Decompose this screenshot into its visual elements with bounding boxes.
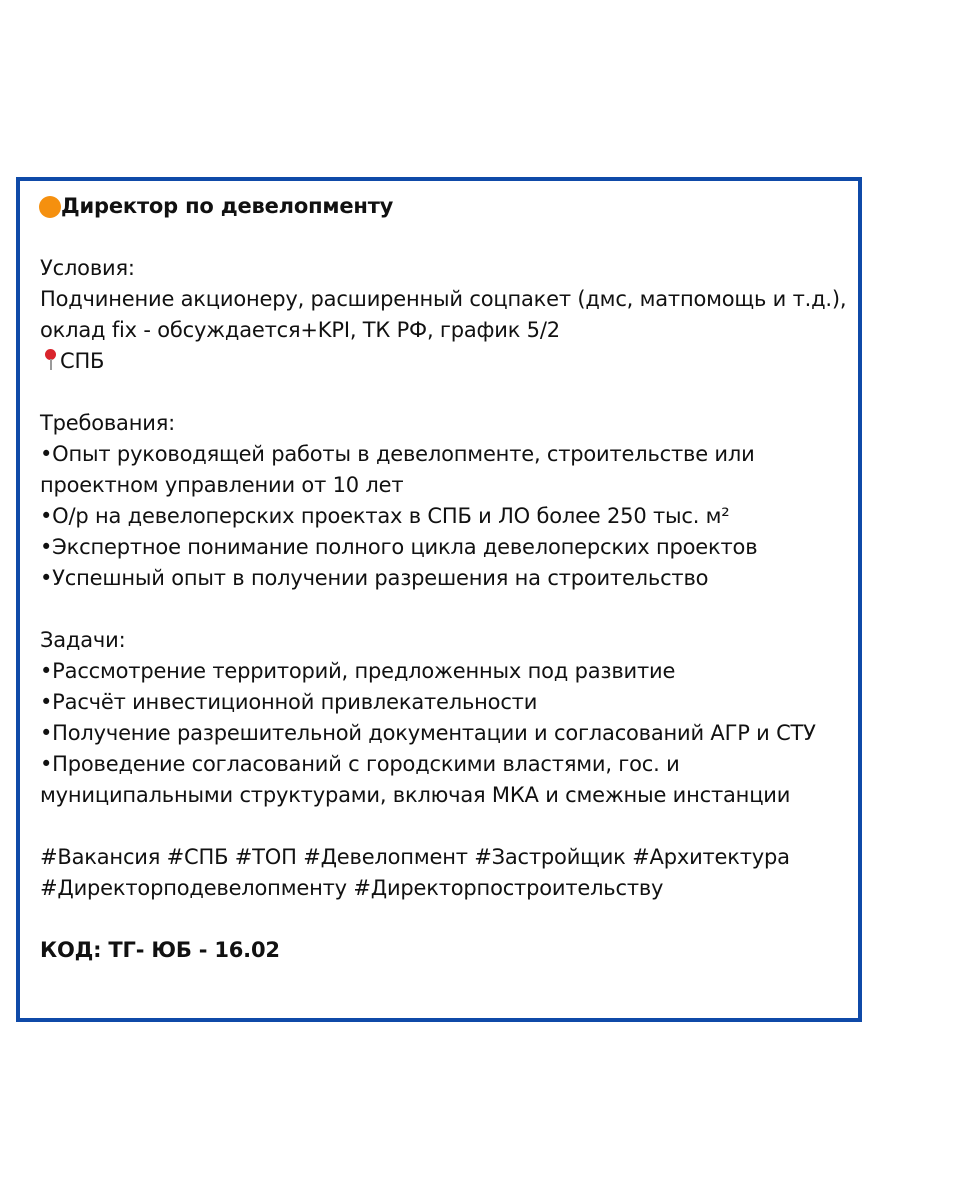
requirements-line: •Успешный опыт в получении разрешения на строительство — [40, 566, 709, 590]
spacer — [40, 377, 846, 408]
requirements-line: •Экспертное понимание полного цикла девелоперских проектов — [40, 535, 758, 559]
conditions-line: Подчинение акционеру, расширенный соцпакет (дмс, матпомощь и т.д.), — [40, 287, 847, 311]
requirements-line: •О/р на девелоперских проектах в СПБ и ЛО более 250 тыс. м² — [40, 504, 730, 528]
location-text: СПБ — [60, 349, 105, 373]
conditions-heading: Условия: — [40, 256, 135, 280]
vacancy-code: КОД: ТГ- ЮБ - 16.02 — [40, 938, 280, 962]
vacancy-content — [40, 191, 846, 966]
vacancy-title: Директор по девелопменту — [61, 194, 394, 218]
requirements-heading: Требования: — [40, 411, 176, 435]
tasks-heading: Задачи: — [40, 628, 126, 652]
tasks-line: •Получение разрешительной документации и согласований АГР и СТУ — [40, 721, 816, 745]
vacancy-title-row — [39, 191, 846, 222]
conditions-line: оклад fix - обсуждается+KPI, ТК РФ, график 5/2 — [40, 318, 560, 342]
location-row — [40, 346, 846, 377]
spacer — [40, 904, 846, 935]
orange-circle-icon — [39, 196, 61, 218]
hashtags-line: #Директорподевелопменту #Директорпостроительству — [40, 876, 664, 900]
spacer — [40, 222, 846, 253]
spacer — [40, 594, 846, 625]
requirements-line: •Опыт руководящей работы в девелопменте, строительстве или — [40, 442, 755, 466]
tasks-line: муниципальными структурами, включая МКА и смежные инстанции — [40, 783, 791, 807]
requirements-line: проектном управлении от 10 лет — [40, 473, 404, 497]
spacer — [40, 811, 846, 842]
tasks-line: •Расчёт инвестиционной привлекательности — [40, 690, 538, 714]
tasks-line: •Проведение согласований с городскими властями, гос. и — [40, 752, 680, 776]
vacancy-card — [16, 177, 862, 1022]
hashtags-line: #Вакансия #СПБ #ТОП #Девелопмент #Застройщик #Архитектура — [40, 845, 790, 869]
tasks-line: •Рассмотрение территорий, предложенных под развитие — [40, 659, 676, 683]
round-pushpin-icon — [40, 347, 60, 371]
